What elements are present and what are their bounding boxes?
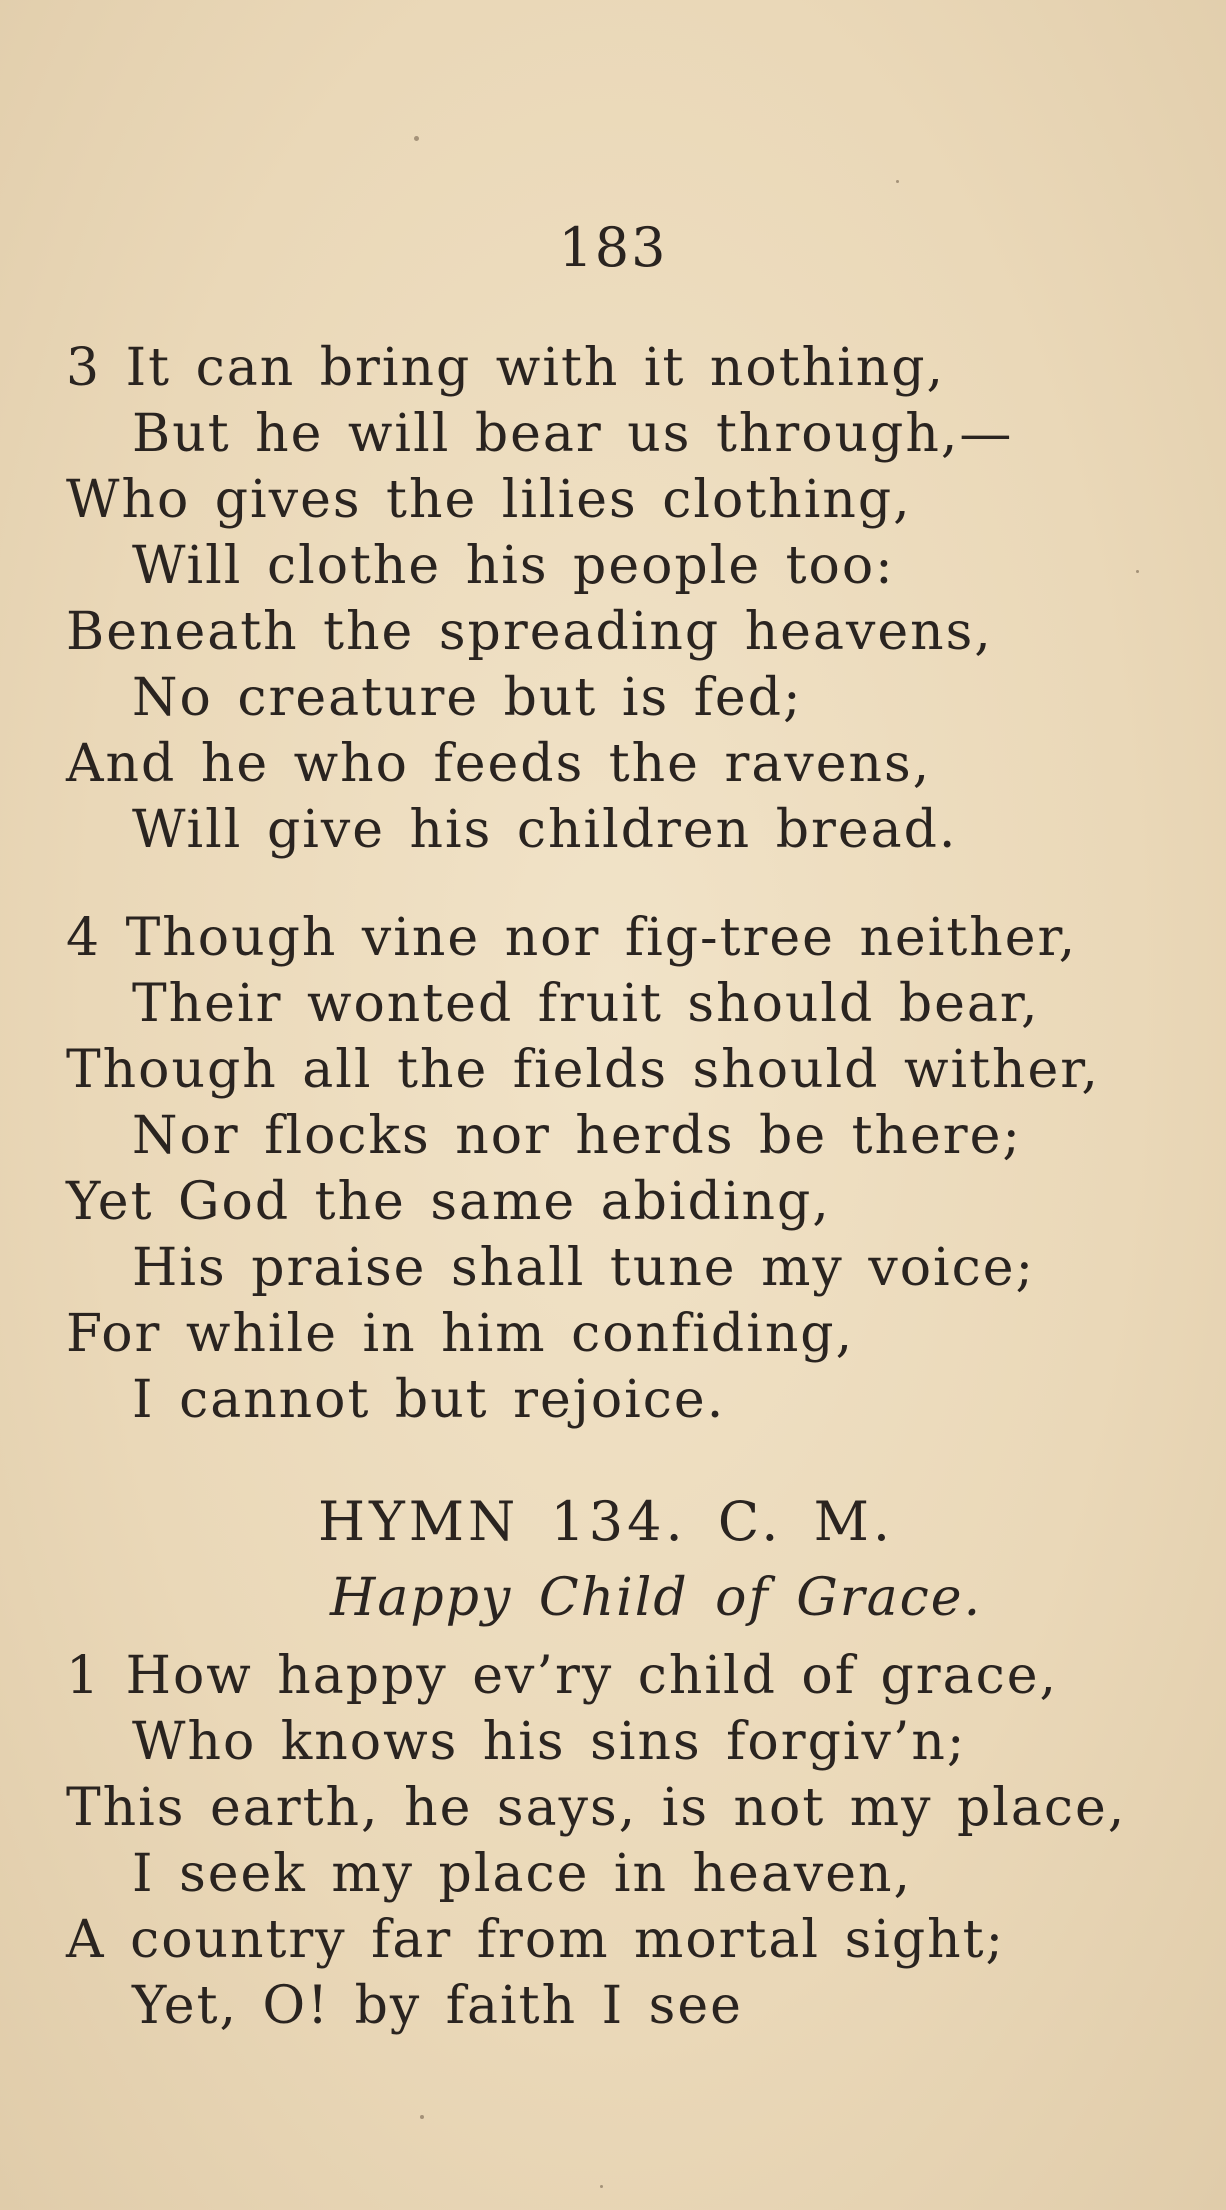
hymn-stanza-1-line-2: Who knows his sins forgiv’n; — [132, 1712, 967, 1772]
hymn-stanza-1-line-3: This earth, he says, is not my place, — [66, 1778, 1127, 1838]
stanza-4-line-3: Though all the fields should wither, — [66, 1040, 1100, 1100]
hymn-stanza-1-line-6: Yet, O! by faith I see — [132, 1976, 743, 2036]
paper-speck — [600, 2185, 603, 2188]
stanza-3-line-4: Will clothe his people too: — [132, 536, 895, 596]
stanza-4-line-1: 4 Though vine nor fig-tree neither, — [66, 908, 1078, 968]
stanza-3-line-1: 3 It can bring with it nothing, — [66, 338, 946, 398]
stanza-3-line-8: Will give his children bread. — [132, 800, 958, 860]
paper-speck — [896, 180, 899, 183]
stanza-4-line-6: His praise shall tune my voice; — [132, 1238, 1036, 1298]
stanza-4-line-5: Yet God the same abiding, — [66, 1172, 831, 1232]
stanza-4-line-4: Nor flocks nor herds be there; — [132, 1106, 1022, 1166]
paper-speck — [420, 2115, 424, 2119]
paper-speck — [1136, 570, 1139, 573]
stanza-4-line-8: I cannot but rejoice. — [132, 1370, 726, 1430]
stanza-3-line-2: But he will bear us through,— — [132, 404, 1014, 464]
hymn-stanza-1-line-4: I seek my place in heaven, — [132, 1844, 912, 1904]
hymn-stanza-1-line-5: A country far from mortal sight; — [66, 1910, 1006, 1970]
stanza-4-line-7: For while in him confiding, — [66, 1304, 855, 1364]
stanza-4-line-2: Their wonted fruit should bear, — [132, 974, 1040, 1034]
stanza-3-line-5: Beneath the spreading heavens, — [66, 602, 993, 662]
page-number: 183 — [558, 216, 668, 279]
hymn-stanza-1-line-1: 1 How happy ev’ry child of grace, — [66, 1646, 1059, 1706]
stanza-3-line-7: And he who feeds the ravens, — [66, 734, 932, 794]
stanza-3-line-3: Who gives the lilies clothing, — [66, 470, 912, 530]
paper-speck — [414, 136, 419, 141]
hymn-title: HYMN 134. C. M. — [318, 1490, 895, 1553]
hymn-subtitle: Happy Child of Grace. — [330, 1568, 983, 1628]
stanza-3-line-6: No creature but is fed; — [132, 668, 803, 728]
